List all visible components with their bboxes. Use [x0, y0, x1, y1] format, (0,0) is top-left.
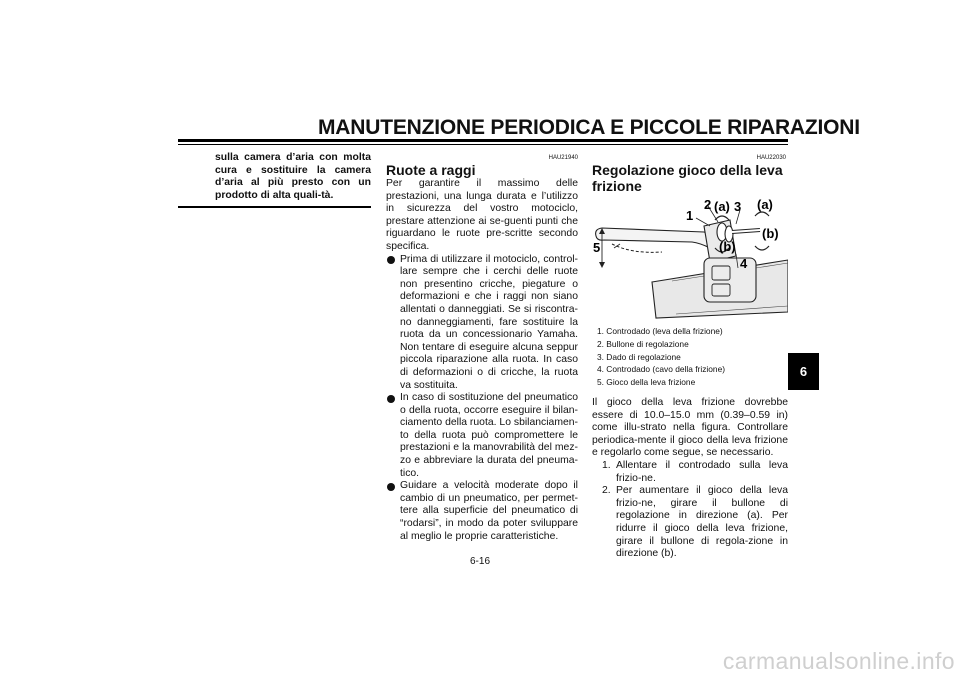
bullet-icon [387, 483, 395, 491]
clutch-intro: Il gioco della leva frizione dovrebbe essere di 10.0–15.0 mm (0.39–0.59 in) come illu-strato nella figura. Controllare periodica-mente il gioco della leva frizione e regolarlo come segue, se necessario. [592, 397, 788, 459]
section-tab: 6 [788, 353, 819, 390]
page-number: 6-16 [469, 556, 490, 567]
section-heading-wheels: Ruote a raggi [386, 162, 476, 178]
figure-label-3: 3 [734, 199, 742, 214]
warning-end-rule [178, 206, 371, 208]
bullet-icon [387, 256, 395, 264]
list-item: 1. Allentare il controdado sulla leva frizio-ne. [602, 459, 788, 484]
section-code: HAU21940 [548, 155, 578, 161]
watermark: carmanualsonline.info [722, 648, 955, 674]
figure-label-4: 4 [740, 256, 748, 271]
legend-item: 1. Controdado (leva della frizione) [597, 326, 723, 336]
figure-label-5: 5 [593, 240, 601, 255]
legend-item: 4. Controdado (cavo della frizione) [597, 364, 726, 375]
warning-continuation: sulla camera d’aria con molta cura e sostituire la camera d’aria al più presto con un prodotto di alta quali-tà. [215, 152, 371, 201]
wheels-intro: Per garantire il massimo delle prestazioni, una lunga durata e l’utilizzo in sicurezza del vostro motociclo, prestare attenzione ai se-guenti punti che riguardano le ruote pre-scritte secondo specifica. [386, 178, 578, 252]
page-header-title: MANUTENZIONE PERIODICA E PICCOLE RIPARAZIONI [318, 116, 860, 139]
figure-label-2: 2 [704, 197, 712, 212]
figure-legend [597, 325, 787, 389]
clutch-lever-figure [592, 196, 788, 320]
list-item: Guidare a velocità moderate dopo il cambio di un pneumatico, per permet-tere alla superficie del pneumatico di “rodarsi”, in modo da poter sviluppare al meglio le proprie caratteristiche. [386, 480, 578, 543]
figure-label-b-right: (b) [762, 226, 779, 241]
header-rule-thick [178, 139, 788, 142]
figure-label-b-left: (b) [719, 239, 736, 254]
legend-item: 2. Bullone di regolazione [597, 338, 689, 349]
figure-label-1: 1 [686, 208, 694, 223]
header-rule-thin [178, 144, 788, 145]
list-item: In caso di sostituzione del pneumatico o della ruota, occorre eseguire il bilan-ciamento della ruota. Lo sbilanciamen-to della ruota può compromettere le prestazioni e la manovrabilità del mez-zo e abbreviare la durata del pneuma-tico. [386, 392, 578, 480]
figure-label-a-right: (a) [757, 197, 773, 212]
list-item: Prima di utilizzare il motociclo, control-lare sempre che i cerchi delle ruote non presentino cricche, piegature o deformazioni e che i raggi non siano allentati o danneggiati. Se si riscontra-no danneggiamenti, fare sostituire la ruota da un concessionario Yamaha. Non tentare di eseguire alcuna seppur piccola riparazione alla ruota. In caso di deformazioni o di cricche, la ruota va sostituita. [386, 254, 578, 393]
legend-item: 5. Gioco della leva frizione [597, 377, 696, 388]
figure-label-a-left: (a) [714, 199, 730, 214]
section-heading-clutch: Regolazione gioco della leva frizione [592, 162, 783, 194]
section-code: HAU22030 [756, 155, 786, 161]
bullet-icon [387, 395, 395, 403]
list-item: 2. Per aumentare il gioco della leva frizio-ne, girare il bullone di regolazione in direzione (a). Per ridurre il gioco della leva frizione, girare il bullone di regola-zione in direzione (b). [602, 485, 788, 560]
legend-item: 3. Dado di regolazione [597, 351, 681, 362]
